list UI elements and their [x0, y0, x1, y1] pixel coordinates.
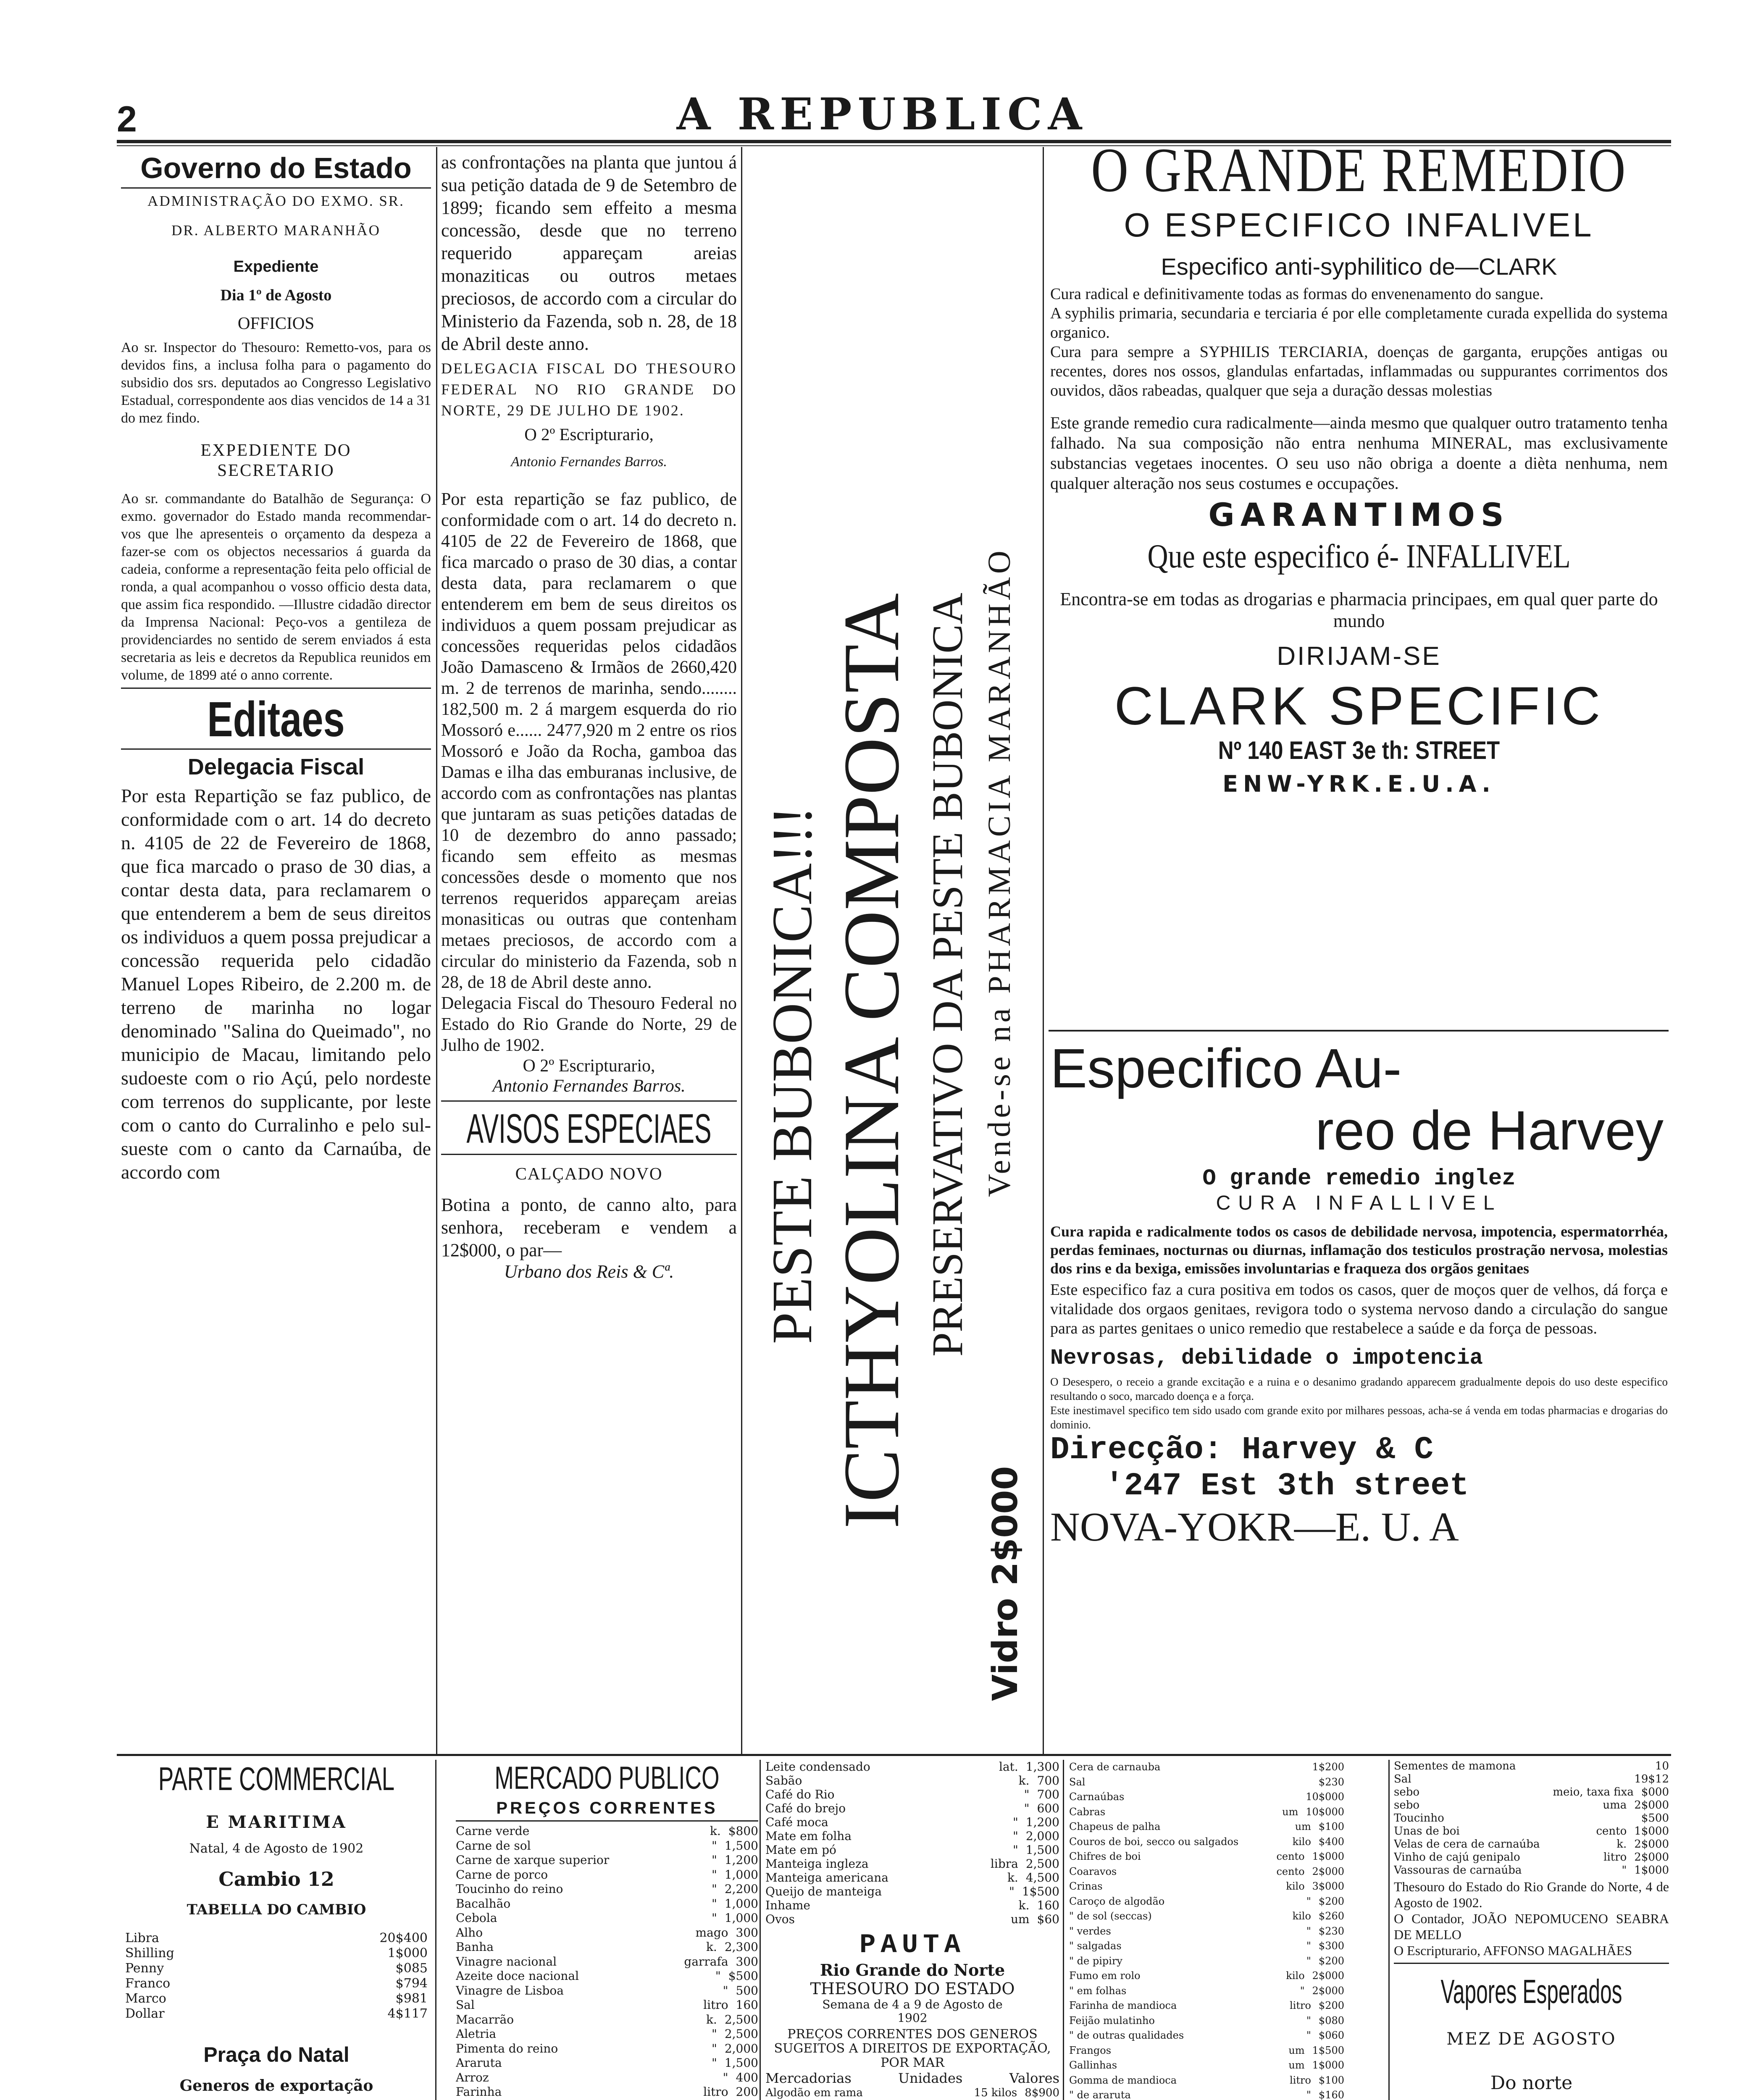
calcado-signature: Urbano dos Reis & Cª.: [504, 1261, 674, 1282]
mercado3b-row: sebo meio, taxa fixa $000: [1394, 1786, 1669, 1798]
clark-garantimos: GARANTIMOS: [1208, 496, 1510, 533]
mercado3b-row: Vinho de cajú genipalo litro 2$000: [1394, 1851, 1669, 1864]
mercado3-row: Frangos um 1$500: [1069, 2044, 1344, 2056]
clark-p2: A syphilis primaria, secundaria e terciaria é por elle completamente curada expellida do systema organico.: [1050, 304, 1668, 341]
bottom-sep-4: [1388, 1760, 1390, 2100]
pauta-subtitle-2: THESOURO DO ESTADO: [810, 1979, 1015, 1998]
mercado-row: Toucinho do reino " 2,200: [456, 1882, 758, 1896]
cambio-row: Libra 20$400: [125, 1931, 428, 1945]
generos-heading: Generos de exportação: [179, 2077, 373, 2095]
clark-p3: Cura para sempre a SYPHILIS TERCIARIA, doenças de garganta, erupções antigas ou recentes, dores nos ossos, glandulas enfartadas, inflammadas ou suppurantes corrimentos dos ouvidos, dãos rabeadas, qualquer que seja a duração dessas molestias: [1050, 343, 1668, 399]
mercado2-row: Inhame k. 160: [765, 1898, 1059, 1912]
mercado-column: [456, 1760, 758, 2100]
mercado3-table: [1069, 1760, 1344, 2100]
cambio-row: Dollar 4$117: [125, 2006, 428, 2021]
mez-heading: MEZ DE AGOSTO: [1446, 2029, 1616, 2049]
expediente-secretario: EXPEDIENTE DO SECRETARIO: [200, 440, 352, 480]
mercado3-row: " de pipiry " $200: [1069, 1955, 1344, 1967]
cambio-table: [121, 1931, 432, 2021]
section-rule: [117, 1754, 1671, 1756]
column-2: [441, 151, 737, 1754]
harvey-ny: NOVA-YOKR—E. U. A: [1050, 1504, 1459, 1550]
mercado-row: Cebola " 1,000: [456, 1911, 758, 1925]
harvey-ad: [1050, 1037, 1668, 1751]
mercado-row: Vinagre nacional garrafa 300: [456, 1954, 758, 1969]
mercado3-row: Gomma de mandioca litro $100: [1069, 2074, 1344, 2086]
tabella-heading: TABELLA DO CAMBIO: [187, 1901, 366, 1918]
expediente-date: Dia 1º de Agosto: [220, 286, 332, 304]
praca-heading: Praça do Natal: [203, 2043, 350, 2066]
mercado2-row: Mate em folha " 2,000: [765, 1829, 1059, 1843]
mercado3-row: Chifres de boi cento 1$000: [1069, 1851, 1344, 1862]
mercado2-row: Queijo de manteiga " 1$500: [765, 1885, 1059, 1898]
clark-subtitle-2: Especifico anti-syphilitico de—CLARK: [1161, 253, 1557, 280]
admin-line: ADMINISTRAÇÃO DO EXMO. SR.: [147, 193, 405, 209]
mercado3-row: Gallinhas um 1$000: [1069, 2059, 1344, 2071]
mercado-row: Bacalhão " 1,000: [456, 1896, 758, 1911]
clark-ny: ENW-YRK.E.U.A.: [1222, 771, 1496, 797]
mercado-row: Arroz " 400: [456, 2070, 758, 2084]
mercado-subtitle: PREÇOS CORRENTES: [496, 1799, 718, 1817]
oficios-heading: OFFICIOS: [237, 313, 315, 333]
clark-subtitle: O ESPECIFICO INFALIVEL: [1124, 206, 1594, 244]
commercial-title: PARTE COMMERCIAL: [158, 1760, 395, 1797]
editaes-heading: Editaes: [207, 692, 345, 747]
mercado3b-row: sebo uma 2$000: [1394, 1799, 1669, 1811]
clark-ad: [1050, 139, 1668, 1029]
vidro-price: Vidro 2$000: [986, 1466, 1025, 1701]
ad-divider: [1049, 1030, 1669, 1032]
mercado3-row: Caroço de algodão " $200: [1069, 1895, 1344, 1907]
mercado3-row: Coaravos cento 2$000: [1069, 1865, 1344, 1877]
harvey-p1: Cura rapida e radicalmente todos os casos de debilidade nervosa, impotencia, espermatorrhéa, perdas feminaes, nocturnas ou diurnas, inflamação dos testiculos prostração nervosa, molestias dos rins e da bexiga, emissões involuntarias e fraqueza dos orgãos genitaes: [1050, 1223, 1668, 1277]
harvey-p4: Este inestimavel specifico tem sido usado com grande exito por milhares pessoas, acha-se á venda em todas pharmacias e drogarias do dominio.: [1050, 1404, 1668, 1431]
governo-heading: Governo do Estado: [140, 152, 412, 184]
mercado2-row: Ovos um $60: [765, 1912, 1059, 1926]
mercado-title: MERCADO PUBLICO: [494, 1760, 720, 1796]
mercado3-row: " de sol (seccas) kilo $260: [1069, 1910, 1344, 1922]
mercado-row: Banha k. 2,300: [456, 1940, 758, 1954]
commercial-date: Natal, 4 de Agosto de 1902: [189, 1841, 364, 1856]
vapores-column: [1394, 1760, 1669, 2100]
delegacia-heading: Delegacia Fiscal: [187, 754, 365, 780]
clark-specific: CLARK SPECIFIC: [1114, 676, 1604, 736]
mercado-row: Pimenta do reino " 2,000: [456, 2041, 758, 2055]
mercado2-row: Sabão k. 700: [765, 1774, 1059, 1788]
mercado3-row: Couros de boi, secco ou salgados kilo $400: [1069, 1835, 1344, 1848]
harvey-subtitle-2: CURA INFALLIVEL: [1216, 1192, 1502, 1214]
oficio-paragraph: Ao sr. Inspector do Thesouro: Remetto-vos, para os devidos fins, a inclusa folha para o pagamento do subsidio dos srs. deputados ao Congresso Legislativo Estadual, correspondente aos dias vencidos de 14 a 31 do mez findo.: [121, 340, 431, 426]
col-sep-1: [436, 147, 437, 1756]
edital-2-paragraph: Por esta repartição se faz publico, de conformidade com o art. 14 do decreto n. 4105 de 22 de Fevereiro de 1868, que fica marcado o praso de 30 dias, a contar desta data, para reclamarem o que entenderem em bem de seus direitos os individuos a quem possam prejudicar as concessões requeridas pelos cidadãos João Damasceno & Irmãos de 2660,420 m. 2 de terrenos de marinha, sendo........ 182,500 m. 2 á margem esquerda do rio Mossoró e...... 2477,920 m 2 entre os rios Mossoró e João da Rocha, gamboa das Damas e ilha das emburanas inclusive, de accordo com as confrontações nas plantas que juntaram as suas petições datadas de 10 de dezembro do anno passado; ficando sem effeito as mesmas concessões desde o momento que nos terrenos requeridos appareçam areias monasiticas ou outras que contenham metaes preciosos, de accordo com a circular do ministerio da Fazenda, sob n 28, de 18 de Abril deste anno.: [441, 490, 737, 992]
mercado3-row: Crinas kilo 3$000: [1069, 1880, 1344, 1892]
contador-note: O Contador, JOÃO NEPOMUCENO SEABRA DE MELLO: [1394, 1911, 1669, 1942]
vertical-ad: [746, 151, 1040, 1751]
commercial-subtitle: E MARITIMA: [206, 1812, 347, 1832]
edital-continuation: as confrontações na planta que juntou á sua petição datada de 9 de Setembro de 1899; ficando sem effeito a mesma concessão, desde que no terreno requerido appareçam areias monaziticas ou outros metaes preciosos, de accordo com a circular do Ministerio da Fazenda, sob n. 28, de 18 de Abril deste anno.: [441, 152, 737, 354]
col-sep-2: [741, 147, 742, 1756]
harvey-direccao: Direcção: Harvey & C: [1050, 1432, 1434, 1468]
page-number: 2: [117, 99, 137, 139]
admin-name: DR. ALBERTO MARANHÃO: [171, 222, 381, 239]
cambio-row: Franco $794: [125, 1976, 428, 1991]
mercado-row: Vinagre de Lisboa " 500: [456, 1983, 758, 1998]
pharmacia-line: Vende-se na PHARMACIA MARANHÃO: [982, 547, 1017, 1197]
mercado-table: [456, 1824, 758, 2100]
mercado3-column: [1069, 1760, 1344, 2100]
preservativo-line: PRESERVATIVO DA PESTE BUBONICA: [923, 593, 972, 1357]
mercado2-row: Mate em pó " 1,500: [765, 1843, 1059, 1857]
edital-2-signature-title: O 2º Escripturario,: [523, 1056, 655, 1076]
mercado3-row: Sal $230: [1069, 1776, 1344, 1788]
mercado3b-row: Unas de boi cento 1$000: [1394, 1825, 1669, 1838]
clark-dirijam: DIRIJAM-SE: [1277, 642, 1441, 671]
clark-address: Nº 140 EAST 3e th: STREET: [1218, 736, 1500, 764]
pauta-row: Algodão em rama 15 kilos 8$900: [765, 2087, 1059, 2099]
mercado3b-row: Toucinho $500: [1394, 1812, 1669, 1824]
bottom-sep-2: [760, 1760, 761, 2100]
mercado-row: Carne de xarque superior " 1,200: [456, 1853, 758, 1867]
mercado3b-row: Sal 19$12: [1394, 1773, 1669, 1785]
mercado3b-row: Velas de cera de carnaúba k. 2$000: [1394, 1838, 1669, 1851]
mercado3-row: " verdes " $230: [1069, 1925, 1344, 1937]
clark-title: O GRANDE REMEDIO: [1091, 139, 1627, 205]
harvey-address: '247 Est 3th street: [1105, 1468, 1469, 1504]
pauta-columns: Mercadorias Unidades Valores: [765, 2070, 1059, 2086]
bottom-sep-3: [1063, 1760, 1064, 2100]
calcado-paragraph: Botina a ponto, de canno alto, para senhora, receberam e vendem a 12$000, o par—: [441, 1194, 737, 1260]
mercado3-row: Carnaúbas 10$000: [1069, 1791, 1344, 1803]
column-1: [121, 151, 431, 1754]
pauta-column: [765, 1760, 1059, 2100]
pauta-table: [765, 2086, 1059, 2100]
harvey-p3: O Desespero, o receio a grande excitação e a ruina e o desanimo gradando apparecem gradualmente depois do uso deste especifico resultando o soco, marcado doença e a força.: [1050, 1376, 1668, 1402]
edital-signature-place: DELEGACIA FISCAL DO THESOURO FEDERAL NO RIO GRANDE DO NORTE, 29 DE JULHO DE 1902.: [441, 360, 737, 419]
mercado3-row: Cera de carnauba 1$200: [1069, 1761, 1344, 1773]
mercado3-row: Farinha de mandioca litro $200: [1069, 2000, 1344, 2011]
mercado3b-row: Sementes de mamona 10: [1394, 1760, 1669, 1772]
mercado2-row: Café do brejo " 600: [765, 1801, 1059, 1815]
mercado-row: Sal litro 160: [456, 1998, 758, 2012]
harvey-nevrosas: Nevrosas, debilidade o impotencia: [1050, 1346, 1483, 1370]
mercado-row: Aletria " 2,500: [456, 2027, 758, 2041]
harvey-subtitle: O grande remedio inglez: [1202, 1166, 1516, 1192]
escripturario-note: O Escripturario, AFFONSO MAGALHÃES: [1394, 1943, 1632, 1958]
mercado-row: Carne verde k. $800: [456, 1824, 758, 1838]
mercado3b-table: [1394, 1760, 1669, 1877]
delegacia-paragraph: Por esta Repartição se faz publico, de conformidade com o art. 14 do decreto n. 4105 de 22 de Fevereiro de 1868, que fica marcado o praso de 30 dias, a contar desta data, para reclamarem o que entenderem a bem de seus direitos os individuos a quem possa prejudicar a concessão requerida pelo cidadão Manuel Lopes Ribeiro, de 2.200 m. de terreno de marinha no logar denominado "Salina do Queimado", no municipio de Macau, limitando pelo sudoeste com o rio Açú, pelo nordeste com terrenos do supplicante, por leste com o canto do Curralinho e pelo sul-sueste com o canto da Carnaúba, de accordo com: [121, 785, 431, 1183]
masthead: A REPUBLICA: [676, 88, 1088, 140]
clark-p4: Este grande remedio cura radicalmente—ainda mesmo que qualquer outro tratamento tenha falhado. Na sua composição não entra nenhuma MINERAL, mas exclusivamente substancias vegetaes inocentes. O seu uso não obriga a doente a dièta nenhuma, nem qualquer alteração nos seus costumes e occupações.: [1050, 413, 1668, 493]
expediente-heading: Expediente: [233, 258, 319, 276]
harvey-p2: Este especifico faz a cura positiva em todos os casos, quer de moços quer de velhos, dá força e vitalidade dos orgaos genitaes, revigora todo o systema nervoso dando a circulação do sangue para as partes genitaes o unico remedio que restabelece a saúde e da força de pessoas.: [1050, 1281, 1668, 1337]
cambio-heading: Cambio 12: [218, 1868, 334, 1890]
thesouro-note: Thesouro do Estado do Rio Grande do Norte, 4 de Agosto de 1902.: [1394, 1879, 1669, 1910]
bottom-sep-1: [435, 1760, 436, 2100]
edital-signature-title: O 2º Escripturario,: [524, 425, 654, 444]
cambio-row: Marco $981: [125, 1991, 428, 2006]
mercado3-row: " de araruta " $160: [1069, 2089, 1344, 2100]
peste-bubonica-title: PESTE BUBONICA!!!: [761, 806, 824, 1344]
mercado3-row: " salgadas " $300: [1069, 1940, 1344, 1952]
mercado-row: Carne de porco " 1,000: [456, 1867, 758, 1882]
mercado2-table: [765, 1760, 1059, 1926]
mercado-row: Araruta " 1,500: [456, 2056, 758, 2070]
mercado3-row: " de outras qualidades " $060: [1069, 2029, 1344, 2041]
mercado2-row: Café do Rio " 700: [765, 1788, 1059, 1801]
pauta-title: PAUTA: [859, 1930, 966, 1961]
do-norte-heading: Do norte: [1490, 2072, 1573, 2094]
mercado3-row: Chapeus de palha um $100: [1069, 1821, 1344, 1832]
pauta-subtitle-4: PREÇOS CORRENTES DOS GENEROS SUGEITOS A DIREITOS DE EXPORTAÇÃO, POR MAR: [774, 2027, 1051, 2070]
mercado3-row: " em folhas " 2$000: [1069, 1984, 1344, 1997]
cambio-row: Shilling 1$000: [125, 1946, 428, 1961]
mercado-row: Carne de sol " 1,500: [456, 1838, 758, 1853]
pauta-subtitle: Rio Grande do Norte: [820, 1961, 1005, 1979]
vapores-title: Vapores Esperados: [1440, 1973, 1622, 2010]
pauta-subtitle-3: Semana de 4 a 9 de Agosto de 1902: [822, 1998, 1003, 2025]
avisos-heading: AVISOS ESPECIAES: [466, 1105, 712, 1152]
mercado2-row: Café moca " 1,200: [765, 1815, 1059, 1829]
mercado-row: Azeite doce nacional " $500: [456, 1969, 758, 1983]
edital-signature-name: Antonio Fernandes Barros.: [511, 454, 667, 470]
commercial-column: [121, 1760, 432, 2100]
harvey-title-1: Especifico Au-: [1050, 1037, 1402, 1099]
mercado3-row: Feijão mulatinho " $080: [1069, 2014, 1344, 2026]
mercado3b-row: Vassouras de carnaúba " 1$000: [1394, 1864, 1669, 1877]
clark-encontra: Encontra-se em todas as drogarias e pharmacia principaes, em qual quer parte do mundo: [1060, 589, 1658, 631]
clark-p1: Cura radical e definitivamente todas as formas do envenenamento do sangue.: [1050, 285, 1544, 303]
harvey-title-2: reo de Harvey: [1315, 1100, 1664, 1161]
clark-infallivel: Que este especifico é- INFALLIVEL: [1147, 538, 1571, 575]
col-sep-3: [1043, 147, 1044, 1756]
mercado-row: Alho mago 300: [456, 1925, 758, 1940]
calcado-heading: CALÇADO NOVO: [515, 1164, 663, 1183]
edital-2-place: Delegacia Fiscal do Thesouro Federal no Estado do Rio Grande do Norte, 29 de Julho de 1902.: [441, 994, 737, 1055]
secretario-paragraph: Ao sr. commandante do Batalhão de Segurança: O exmo. governador do Estado manda recommendar-vos que lhe apresenteis o orçamento da despeza a fazer-se com os objectos necessarios á guarda da cadeia, conforme a representação feita pelo official de ronda, a qual acompanhou o vosso officio desta data, que assim fica respondido. —Illustre cidadão director da Imprensa Nacional: Peço-vos a gentileza de providenciardes no sentido de serem enviados á esta secretaria as leis e decretos da Republica reunidos em volume, de 1899 até o anno corrente.: [121, 491, 431, 683]
cambio-row: Penny $085: [125, 1961, 428, 1976]
mercado2-row: Manteiga ingleza libra 2,500: [765, 1857, 1059, 1871]
mercado2-row: Leite condensado lat. 1,300: [765, 1760, 1059, 1774]
mercado-row: Farinha litro 200: [456, 2085, 758, 2099]
mercado2-row: Manteiga americana k. 4,500: [765, 1871, 1059, 1885]
icthyolina-title: ICTHYOLINA COMPOSTA: [828, 593, 916, 1529]
mercado3-row: Cabras um 10$000: [1069, 1806, 1344, 1818]
mercado-row: Macarrão k. 2,500: [456, 2012, 758, 2026]
edital-2-signature-name: Antonio Fernandes Barros.: [492, 1076, 686, 1096]
mercado3-row: Fumo em rolo kilo 2$000: [1069, 1970, 1344, 1982]
